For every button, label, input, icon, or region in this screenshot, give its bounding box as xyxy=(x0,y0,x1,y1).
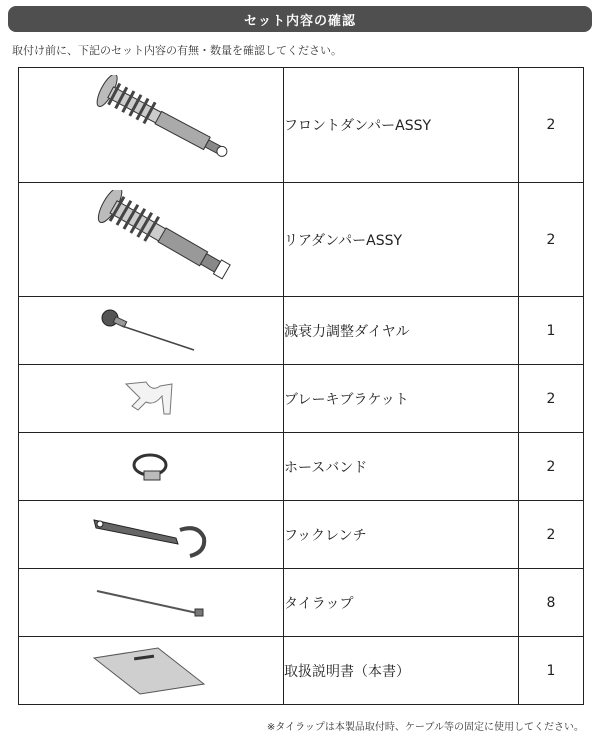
item-qty: 2 xyxy=(519,183,584,297)
hook-wrench-icon xyxy=(86,510,216,560)
item-name: 取扱説明書（本書） xyxy=(284,637,519,705)
intro-text: 取付け前に、下記のセット内容の有無・数量を確認してください。 xyxy=(12,44,342,57)
item-image-cell xyxy=(19,569,284,637)
footnote: ※タイラップは本製品取付時、ケーブル等の固定に使用してください。 xyxy=(266,722,584,733)
brake-bracket-icon xyxy=(116,374,186,424)
item-qty: 2 xyxy=(519,365,584,433)
front-damper-icon xyxy=(66,75,236,175)
item-name: フロントダンパーASSY xyxy=(284,68,519,183)
item-name: タイラップ xyxy=(284,569,519,637)
item-name: リアダンパーASSY xyxy=(284,183,519,297)
damping-dial-icon xyxy=(96,306,206,356)
table-row xyxy=(19,68,584,183)
item-image-cell xyxy=(19,68,284,183)
item-qty: 2 xyxy=(519,433,584,501)
tie-wrap-icon xyxy=(91,583,211,623)
item-name: フックレンチ xyxy=(284,501,519,569)
item-name: ホースバンド xyxy=(284,433,519,501)
item-qty: 1 xyxy=(519,637,584,705)
item-image-cell xyxy=(19,637,284,705)
hose-band-icon xyxy=(126,447,176,487)
table-row xyxy=(19,365,584,433)
rear-damper-icon xyxy=(66,190,236,290)
item-image-cell xyxy=(19,501,284,569)
item-name: 減衰力調整ダイヤル xyxy=(284,297,519,365)
item-qty: 8 xyxy=(519,569,584,637)
section-header xyxy=(8,6,592,32)
table-row xyxy=(19,183,584,297)
table-row xyxy=(19,433,584,501)
contents-table xyxy=(18,67,584,705)
item-image-cell xyxy=(19,183,284,297)
table-row xyxy=(19,297,584,365)
item-image-cell xyxy=(19,297,284,365)
table-row xyxy=(19,569,584,637)
table-row xyxy=(19,637,584,705)
item-qty: 2 xyxy=(519,68,584,183)
item-qty: 1 xyxy=(519,297,584,365)
item-qty: 2 xyxy=(519,501,584,569)
item-image-cell xyxy=(19,433,284,501)
item-name: ブレーキブラケット xyxy=(284,365,519,433)
table-row xyxy=(19,501,584,569)
item-image-cell xyxy=(19,365,284,433)
section-title: セット内容の確認 xyxy=(243,13,356,29)
manual-icon xyxy=(86,646,216,696)
